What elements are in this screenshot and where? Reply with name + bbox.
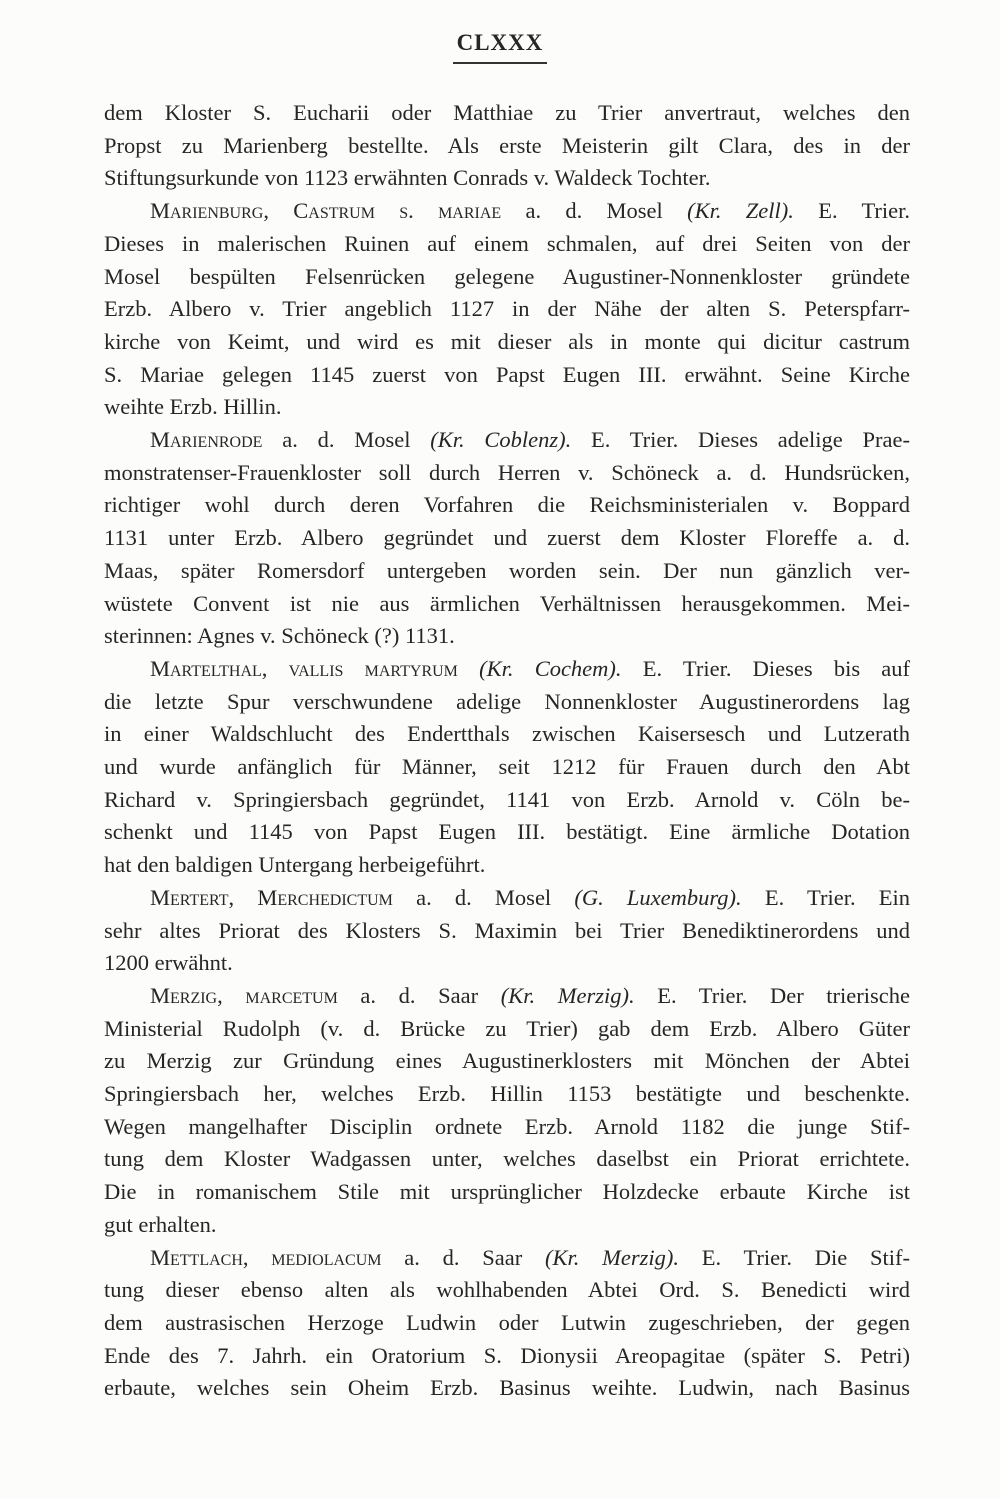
place-name: Merchedictum — [257, 884, 393, 910]
entry-heading-line — [150, 424, 910, 456]
text-line — [104, 947, 910, 979]
text-line — [104, 1013, 910, 1045]
entry-heading-line — [150, 882, 910, 914]
place-name: s. mariae — [399, 198, 502, 224]
entry-heading-line — [150, 653, 910, 685]
district-note: (Kr. Cochem). — [479, 655, 622, 681]
text-run: Springiersbach her, welches Erzb. Hillin 1153 bestätigte und beschenkte. — [104, 1081, 910, 1106]
text-run: a. d. Mosel — [262, 427, 431, 452]
page-number: CLXXX — [453, 30, 548, 64]
text-line — [104, 620, 910, 652]
text-line — [104, 359, 910, 391]
text-line — [104, 1045, 910, 1077]
text-run: tung dem Kloster Wadgassen unter, welches daselbst ein Priorat errichtete. — [104, 1146, 910, 1172]
text-run: erbaute, welches sein Oheim Erzb. Basinus weihte. Ludwin, nach Basinus — [104, 1375, 910, 1401]
text-line — [104, 162, 910, 194]
text-run: 1131 unter Erzb. Albero gegründet und zuerst dem Kloster Floreffe a. d. — [104, 525, 910, 551]
text-line — [104, 849, 910, 881]
text-line — [104, 816, 910, 848]
text-line — [104, 326, 910, 358]
text-run: dem austrasischen Herzoge Ludwin oder Lutwin zugeschrieben, der gegen — [104, 1309, 910, 1335]
text-line — [104, 555, 910, 587]
entry-heading-line — [150, 195, 910, 227]
text-run: a. d. Mosel — [392, 884, 575, 910]
text-run: tung dieser ebenso alten als wohlhabenden Abtei Ord. S. Benedicti wird — [104, 1277, 910, 1303]
text-run: zu Merzig zur Gründung eines Augustinerklosters mit Mönchen der Abtei — [104, 1048, 910, 1074]
text-run: a. d. Saar — [381, 1244, 545, 1270]
text-run: E. Trier. Dieses adelige Prae- — [571, 427, 910, 452]
text-run: Stiftungsurkunde von 1123 erwähnten Conrads v. Waldeck Tochter. — [104, 165, 711, 191]
text-run: Erzb. Albero v. Trier angeblich 1127 in der Nähe der alten S. Peterspfarr- — [104, 296, 910, 322]
place-name: Martelthal — [150, 655, 262, 681]
text-run: Mosel bespülten Felsenrücken gelegene Augustiner-Nonnenkloster gründete — [104, 263, 910, 289]
text-run: monstratenser-Frauenkloster soll durch Herren v. Schöneck a. d. Hundsrücken, — [104, 459, 910, 485]
text-line — [104, 784, 910, 816]
text-line — [104, 293, 910, 325]
text-run: , — [242, 1244, 272, 1270]
text-run: Ende des 7. Jahrh. ein Oratorium S. Dionysii Areopagitae (später S. Petri) — [104, 1342, 910, 1368]
text-run: Propst zu Marienberg bestellte. Als erste Meisterin gilt Clara, des in der — [104, 132, 910, 158]
text-run: die letzte Spur verschwundene adelige Nonnenkloster Augustinerordens lag — [104, 688, 910, 714]
text-run: dem Kloster S. Eucharii oder Matthiae zu Trier anvertraut, welches den — [104, 100, 910, 125]
text-line — [104, 751, 910, 783]
text-line — [104, 261, 910, 293]
text-run: in einer Waldschlucht des Endertthals zwischen Kaisersesch und Lutzerath — [104, 721, 910, 747]
text-line — [104, 1143, 910, 1175]
text-run: , — [261, 655, 289, 681]
text-line — [104, 1176, 910, 1208]
text-run: sterinnen: Agnes v. Schöneck (?) 1131. — [104, 623, 455, 649]
text-run: E. Trier. — [793, 198, 911, 224]
text-line — [104, 97, 910, 129]
district-note: (G. Luxemburg). — [574, 884, 742, 910]
place-name: Marienrode — [150, 427, 263, 452]
place-name: mediolacum — [271, 1244, 382, 1270]
text-run: und wurde anfänglich für Männer, seit 1212 für Frauen durch den Abt — [104, 754, 910, 779]
text-run: schenkt und 1145 von Papst Eugen III. bestätigt. Eine ärmliche Dotation — [104, 819, 910, 845]
entry-heading-line — [150, 980, 910, 1012]
text-run: kirche von Keimt, und wird es mit dieser als in monte qui dicitur castrum — [104, 328, 910, 354]
text-run — [458, 656, 479, 681]
text-line — [104, 522, 910, 554]
text-run: E. Trier. Der trierische — [634, 982, 911, 1008]
text-line — [104, 686, 910, 718]
text-run: Maas, später Romersdorf untergeben worden sein. Der nun gänzlich ver- — [104, 557, 910, 583]
place-name: Mettlach — [150, 1244, 243, 1270]
text-run: , — [228, 884, 258, 910]
text-run: Wegen mangelhafter Disciplin ordnete Erzb. Arnold 1182 die junge Stif- — [104, 1113, 910, 1139]
text-run: hat den baldigen Untergang herbeigeführt. — [104, 852, 486, 878]
text-run: sehr altes Priorat des Klosters S. Maximin bei Trier Benediktinerordens und — [104, 917, 910, 943]
text-run: Dieses in malerischen Ruinen auf einem schmalen, auf drei Seiten von der — [104, 230, 910, 256]
text-line — [104, 228, 910, 260]
text-run: E. Trier. Dieses bis auf — [621, 655, 911, 681]
text-run: gut erhalten. — [104, 1211, 217, 1237]
text-run: weihte Erzb. Hillin. — [104, 394, 282, 420]
text-line — [104, 718, 910, 750]
text-run — [375, 198, 399, 223]
text-run: richtiger wohl durch deren Vorfahren die Reichsministerialen v. Boppard — [104, 492, 910, 518]
place-name: marcetum — [245, 982, 338, 1008]
text-line — [104, 1209, 910, 1241]
text-run: , — [263, 198, 294, 224]
text-line — [104, 457, 910, 489]
text-line — [104, 391, 910, 423]
text-line — [104, 1274, 910, 1306]
place-name: Marienburg — [150, 198, 264, 224]
text-line — [104, 130, 910, 162]
text-run: a. d. Saar — [337, 982, 501, 1008]
entry-heading-line — [150, 1242, 910, 1274]
district-note: (Kr. Zell). — [687, 198, 794, 224]
place-name: vallis martyrum — [288, 655, 458, 681]
district-note: (Kr. Merzig). — [500, 982, 635, 1008]
text-line — [104, 1078, 910, 1110]
place-name: Merzig — [150, 982, 218, 1008]
text-run: E. Trier. Ein — [741, 884, 910, 910]
text-run: E. Trier. Die Stif- — [679, 1244, 911, 1270]
text-line — [104, 1307, 910, 1339]
text-run: , — [217, 982, 246, 1008]
place-name: Mertert — [150, 884, 229, 910]
district-note: (Kr. Merzig). — [544, 1244, 679, 1270]
text-run: S. Mariae gelegen 1145 zuerst von Papst Eugen III. erwähnt. Seine Kirche — [104, 361, 910, 387]
text-line — [104, 1340, 910, 1372]
text-run: a. d. Mosel — [501, 198, 688, 224]
text-line — [104, 489, 910, 521]
text-line — [104, 1111, 910, 1143]
text-line — [104, 1372, 910, 1404]
text-run: wüstete Convent ist nie aus ärmlichen Verhältnissen herausgekommen. Mei- — [104, 590, 910, 616]
text-run: Richard v. Springiersbach gegründet, 1141 von Erzb. Arnold v. Cöln be- — [104, 786, 910, 812]
text-run: 1200 erwähnt. — [104, 950, 233, 976]
text-run: Ministerial Rudolph (v. d. Brücke zu Trier) gab dem Erzb. Albero Güter — [104, 1015, 910, 1041]
text-line — [104, 915, 910, 947]
text-run: Die in romanischem Stile mit ursprünglicher Holzdecke erbaute Kirche ist — [104, 1179, 910, 1205]
district-note: (Kr. Coblenz). — [430, 427, 572, 452]
place-name: Castrum — [293, 198, 375, 224]
page-header — [0, 30, 1000, 64]
text-line — [104, 588, 910, 620]
